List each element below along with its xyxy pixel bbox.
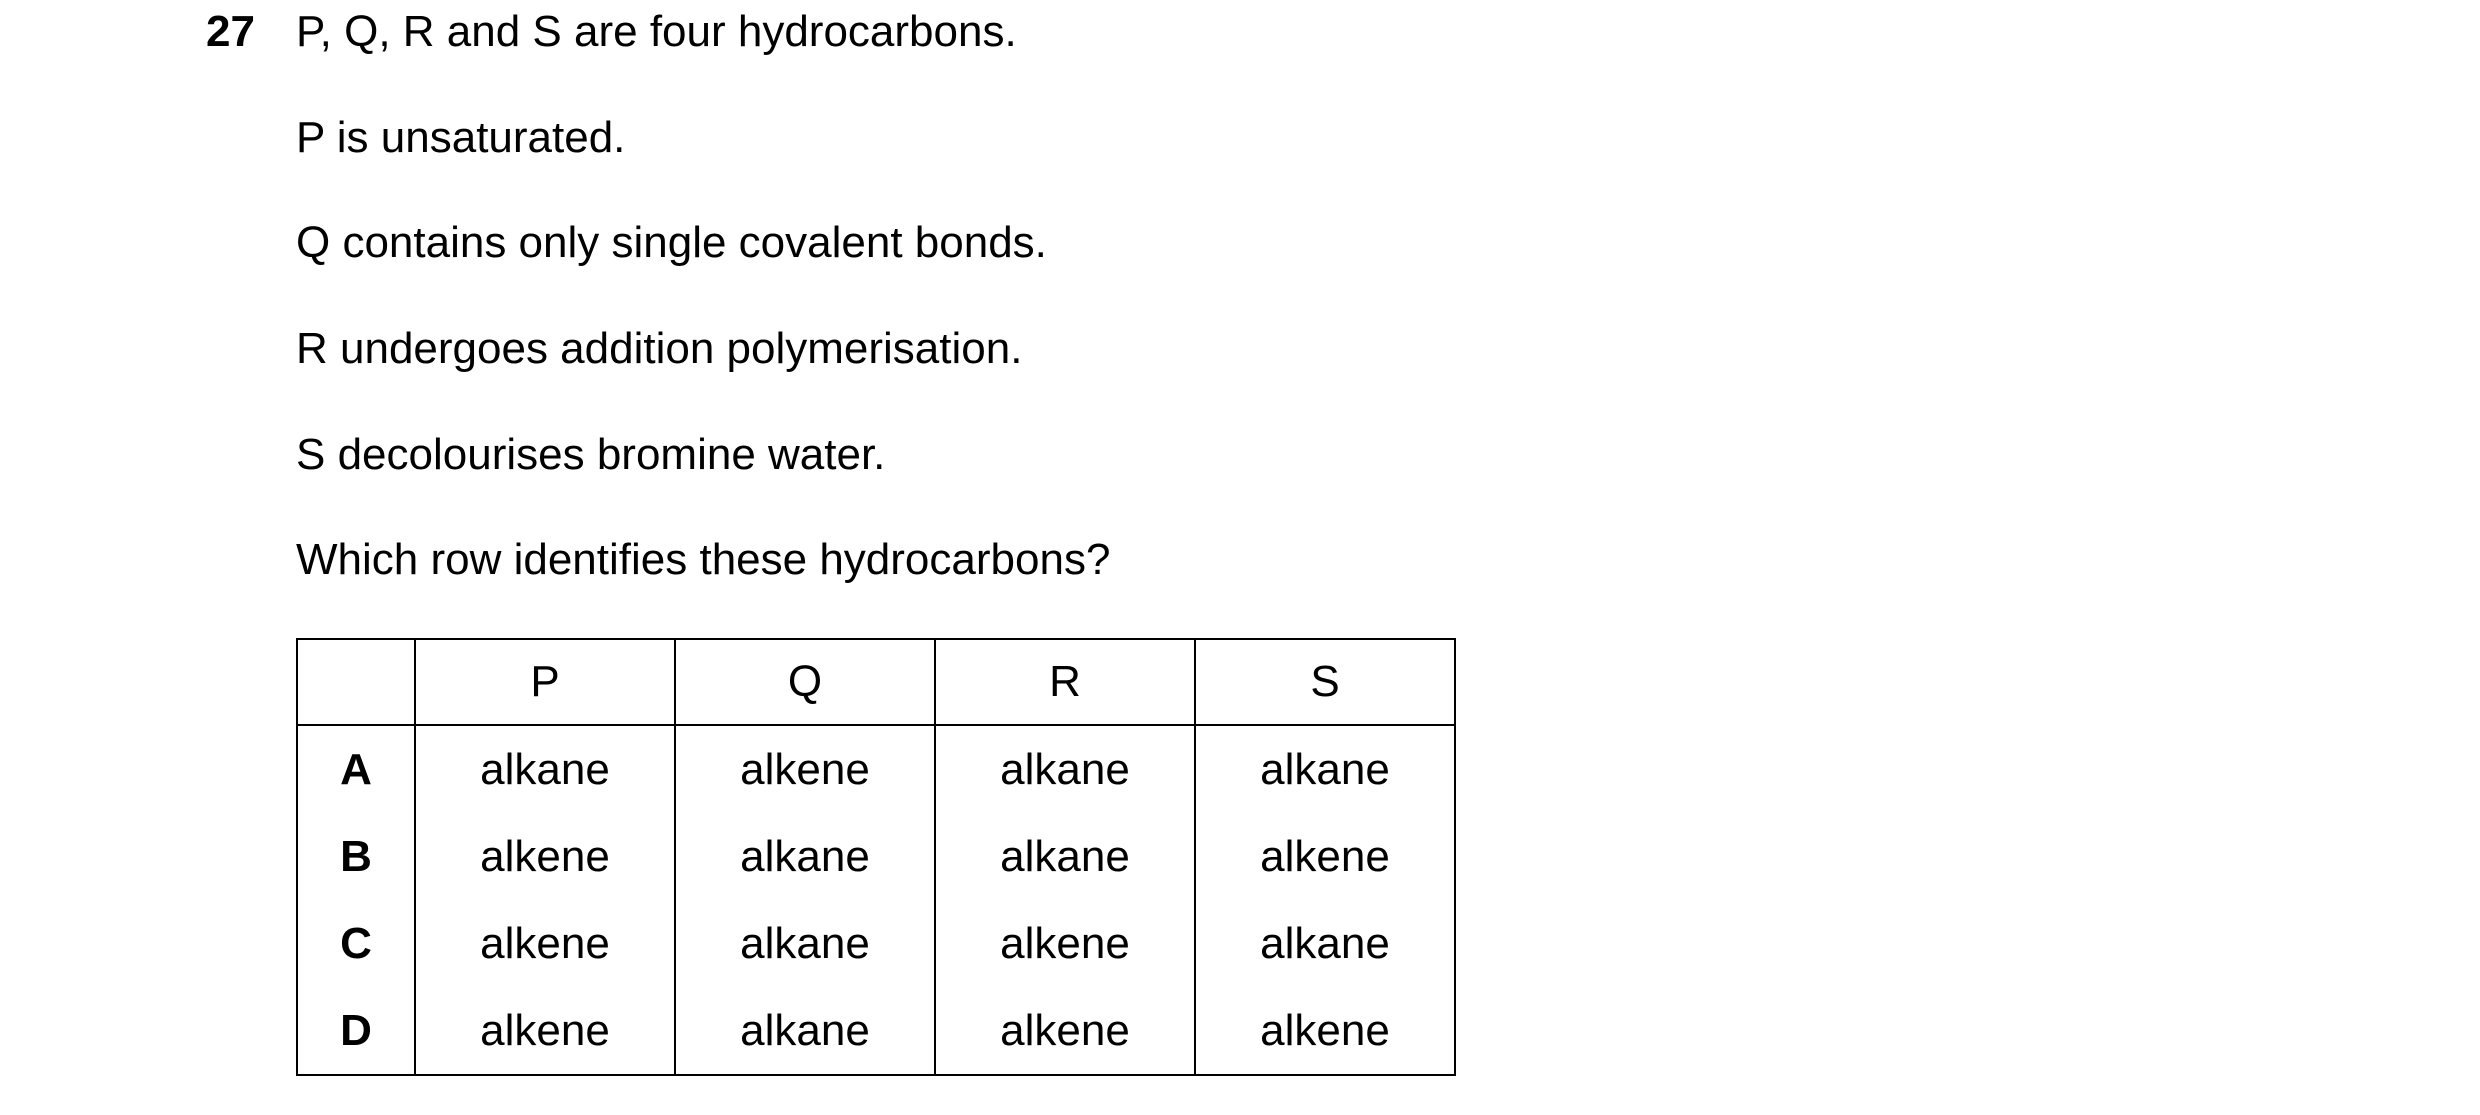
question-prompt: Which row identifies these hydrocarbons? xyxy=(296,535,1111,584)
header-cell-q: Q xyxy=(675,639,935,725)
statement-p: P is unsaturated. xyxy=(296,113,626,162)
table-row[interactable] xyxy=(297,987,1455,1075)
table-cell: alkane xyxy=(675,900,935,987)
table-cell: alkane xyxy=(935,813,1195,900)
table-row[interactable] xyxy=(297,725,1455,813)
table-cell: alkene xyxy=(415,900,675,987)
header-cell-s: S xyxy=(1195,639,1455,725)
table-row[interactable] xyxy=(297,813,1455,900)
table-cell: alkene xyxy=(415,987,675,1075)
table-cell: alkane xyxy=(675,987,935,1075)
table-cell: alkane xyxy=(935,725,1195,813)
row-label-c[interactable]: C xyxy=(297,900,415,987)
header-row xyxy=(297,639,1455,725)
question-stem: P, Q, R and S are four hydrocarbons. xyxy=(296,7,1017,56)
table-cell: alkene xyxy=(935,987,1195,1075)
statement-q: Q contains only single covalent bonds. xyxy=(296,218,1047,267)
row-label-a[interactable]: A xyxy=(297,725,415,813)
table-cell: alkene xyxy=(935,900,1195,987)
header-cell-empty xyxy=(297,639,415,725)
row-label-b[interactable]: B xyxy=(297,813,415,900)
table-cell: alkane xyxy=(415,725,675,813)
question-number: 27 xyxy=(206,7,255,56)
header-cell-r: R xyxy=(935,639,1195,725)
table-cell: alkene xyxy=(675,725,935,813)
table-cell: alkene xyxy=(415,813,675,900)
table-cell: alkane xyxy=(1195,725,1455,813)
table-row[interactable] xyxy=(297,900,1455,987)
table-cell: alkane xyxy=(1195,900,1455,987)
statement-s: S decolourises bromine water. xyxy=(296,430,886,479)
table-cell: alkene xyxy=(1195,813,1455,900)
table-cell: alkene xyxy=(1195,987,1455,1075)
header-cell-p: P xyxy=(415,639,675,725)
answer-table xyxy=(296,638,1456,1076)
statement-r: R undergoes addition polymerisation. xyxy=(296,324,1023,373)
row-label-d[interactable]: D xyxy=(297,987,415,1075)
table-cell: alkane xyxy=(675,813,935,900)
